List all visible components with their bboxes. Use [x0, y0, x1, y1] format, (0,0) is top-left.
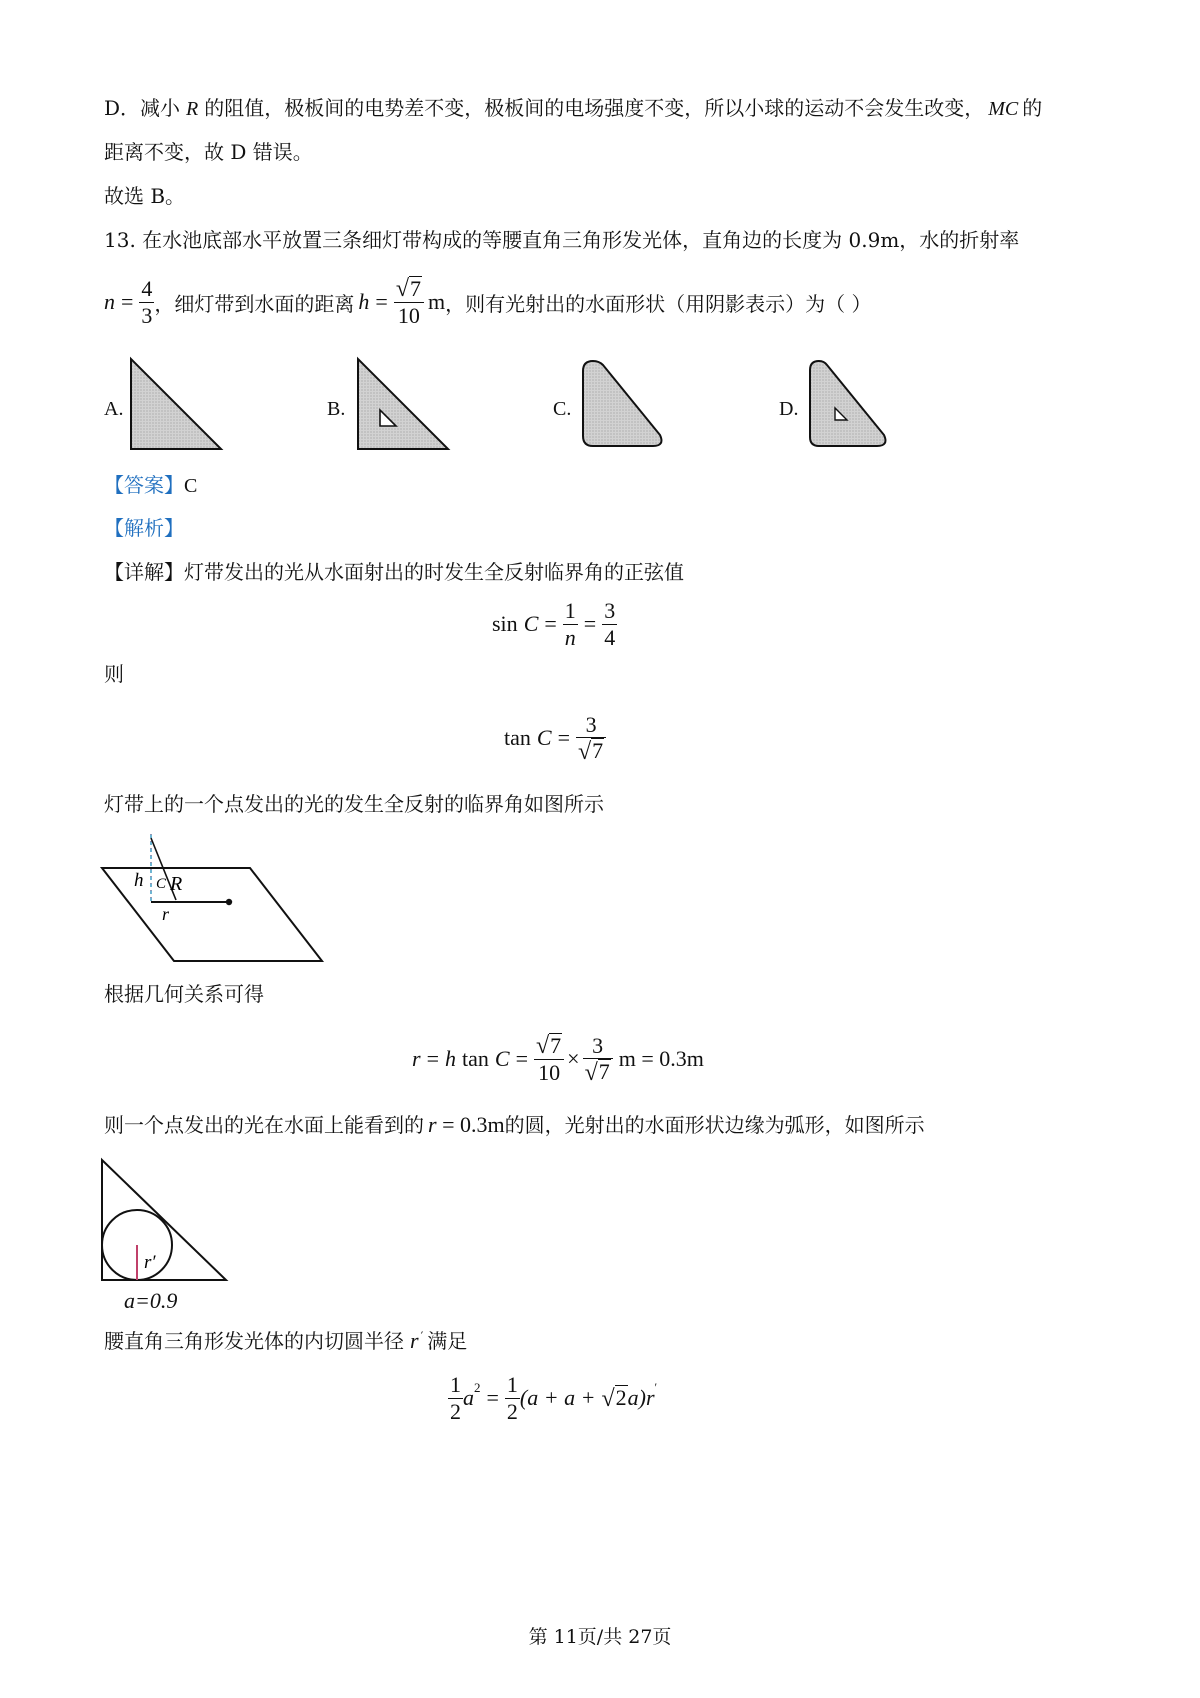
detail-line: 【详解】灯带发出的光从水面射出的时发生全反射临界角的正弦值 [104, 560, 684, 584]
option-d-shape[interactable] [807, 358, 893, 450]
option-d-explanation-line1: D．减小 R 的阻值，极板间的电势差不变，极板间的电场强度不变，所以小球的运动不会发生改变， MC 的 [104, 96, 1043, 120]
fig2-a-label: a=0.9 [124, 1288, 178, 1313]
geometry-text: 根据几何关系可得 [104, 982, 264, 1006]
circle-text: 则一个点发出的光在水面上能看到的 r = 0.3m的圆，光射出的水面形状边缘为弧形，如图所示 [104, 1112, 925, 1137]
option-b-shape[interactable] [355, 356, 451, 452]
refractive-index-fraction: $\frac{4}{3}$ [141, 276, 153, 328]
option-c-label[interactable]: C. [553, 398, 572, 420]
incircle-text: 腰直角三角形发光体的内切圆半径 r ′ 满足 [104, 1328, 468, 1353]
option-c-shape[interactable] [580, 358, 670, 450]
option-d-label[interactable]: D. [779, 398, 799, 420]
answer-line: 【答案】C [104, 473, 198, 497]
figure-intro: 灯带上的一个点发出的光的发生全反射的临界角如图所示 [104, 792, 604, 816]
option-d-explanation-line2: 距离不变，故 D 错误。 [104, 140, 313, 164]
equation-incircle: $\frac{1}{2}$ a $^2$ = $\frac{1}{2}$ (a + a + √ 2 a)r ′ [450, 1372, 658, 1424]
incircle-figure [96, 1156, 236, 1306]
fig1-c-label: C [156, 876, 167, 892]
fig1-r-big-label: R [170, 873, 183, 895]
critical-angle-figure [98, 830, 328, 968]
equation-sin-c: sin C = $\frac{1}{n}$ = $\frac{3}{4}$ [492, 598, 616, 650]
question-13-line2: n = $\frac{4}{3}$ ，细灯带到水面的距离 h = √ 7 10 m ，则有光射出的水面形状（用阴影表示）为（ ） [104, 276, 872, 328]
analysis-label: 【解析】 [104, 516, 184, 540]
fig2-r-prime-label: r′ [144, 1252, 156, 1273]
equation-tan-c: tan C = 3 √ 7 [504, 708, 606, 768]
option-b-label[interactable]: B. [327, 398, 346, 420]
question-13-line1: 13. 在水池底部水平放置三条细灯带构成的等腰直角三角形发光体，直角边的长度为 0.9m，水的折射率 [104, 228, 1020, 252]
option-a-label[interactable]: A. [104, 398, 124, 420]
then-text: 则 [104, 662, 124, 686]
fig1-r-label: r [162, 904, 170, 924]
fig1-h-label: h [134, 870, 144, 891]
page-footer: 第 11页/共 27页 [528, 1626, 672, 1648]
choose-text: 故选 B。 [104, 184, 186, 208]
equation-r: r = h tan C = √ 7 10 × 3 √ 7 m = 0.3m [412, 1033, 704, 1086]
light-point [226, 899, 232, 905]
option-a-shape[interactable] [128, 356, 224, 452]
distance-fraction: √ 7 10 [394, 276, 424, 328]
